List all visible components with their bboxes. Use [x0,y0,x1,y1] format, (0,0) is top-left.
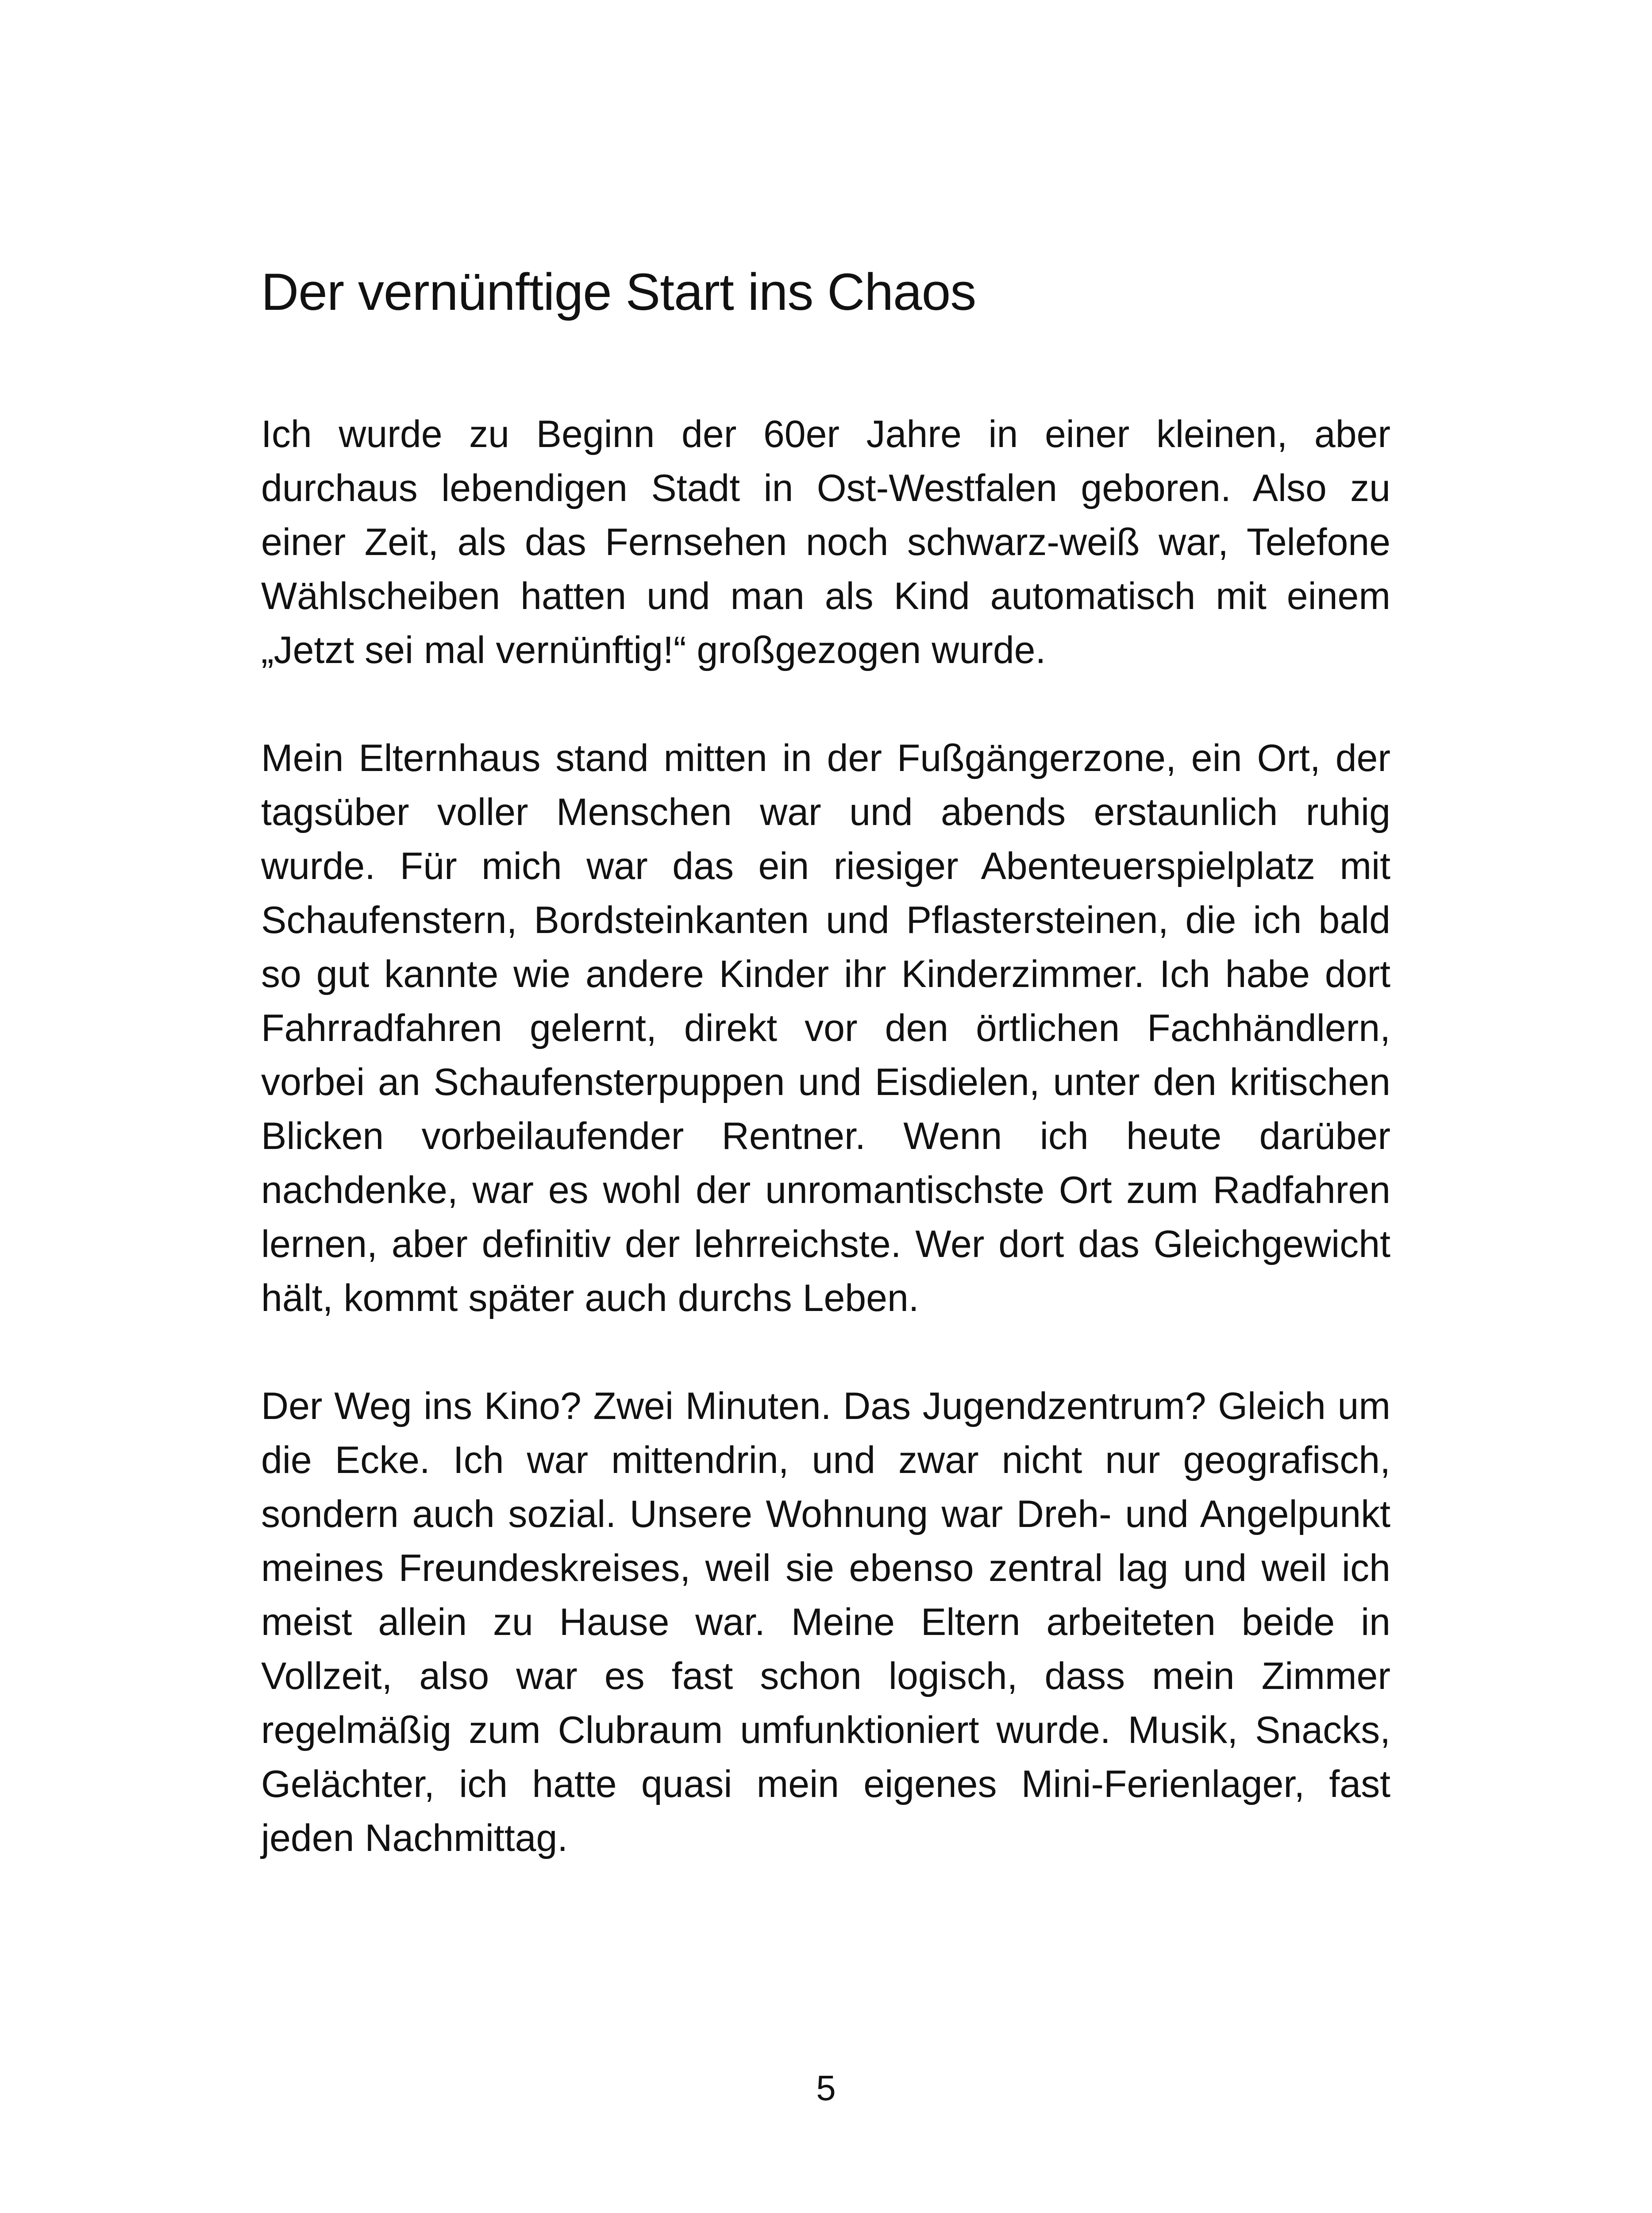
chapter-title: Der vernünftige Start ins Chaos [261,263,976,321]
page-content [261,259,1390,1865]
body-paragraph-3: Der Weg ins Kino? Zwei Minuten. Das Jugendzentrum? Gleich um die Ecke. Ich war mittendrin, und zwar nicht nur geografisch, sondern auch sozial. Unsere Wohnung war Dreh- und Angelpunkt meines Freundeskreises, weil sie ebenso zentral lag und weil ich meist allein zu Hause war. Meine Eltern arbeiteten beide in Vollzeit, also war es fast schon logisch, dass mein Zimmer regelmäßig zum Clubraum umfunktioniert wurde. Musik, Snacks, Gelächter, ich hatte quasi mein eigenes Mini-Ferienlager, fast jeden Nachmittag. [261,1385,1390,1859]
body-paragraph-2: Mein Elternhaus stand mitten in der Fußgängerzone, ein Ort, der tagsüber voller Menschen war und abends erstaunlich ruhig wurde. Für mich war das ein riesiger Abenteuerspielplatz mit Schaufenstern, Bordsteinkanten und Pflastersteinen, die ich bald so gut kannte wie andere Kinder ihr Kinderzimmer. Ich habe dort Fahrradfahren gelernt, direkt vor den örtlichen Fachhändlern, vorbei an Schaufensterpuppen und Eisdielen, unter den kritischen Blicken vorbeilaufender Rentner. Wenn ich heute darüber nachdenke, war es wohl der unromantischste Ort zum Radfahren lernen, aber definitiv der lehrreichste. Wer dort das Gleichgewicht hält, kommt später auch durchs Leben. [261,737,1390,1319]
body-paragraph-1: Ich wurde zu Beginn der 60er Jahre in einer kleinen, aber durchaus lebendigen Stadt in Ost-Westfalen geboren. Also zu einer Zeit, als das Fernsehen noch schwarz-weiß war, Telefone Wählscheiben hatten und man als Kind automatisch mit einem „Jetzt sei mal vernünftig!“ großgezogen wurde. [261,413,1390,671]
page-number: 5 [816,2068,836,2108]
